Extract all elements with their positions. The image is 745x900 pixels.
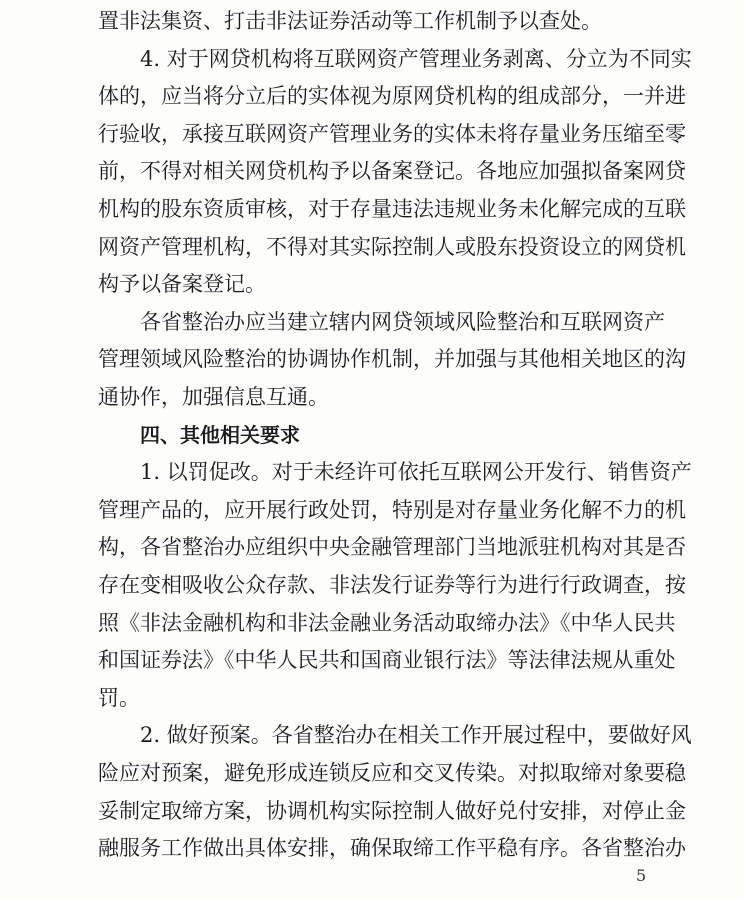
text-line-10: 管理领域风险整治的协调协作机制，并加强与其他相关地区的沟 — [98, 347, 686, 372]
text-line-16: 存在变相吸收公众存款、非法发行证券等行为进行行政调查，按 — [98, 573, 686, 597]
text-line-19: 罚。 — [98, 685, 140, 710]
text-line-1: 置非法集资、打击非法证券活动等工作机制予以查处。 — [98, 9, 602, 33]
text-line-4: 行验收，承接互联网资产管理业务的实体未将存量业务压缩至零 — [98, 121, 686, 146]
text-line-2: 4. 对于网贷机构将互联网资产管理业务剥离、分立为不同实 — [140, 46, 692, 71]
section-heading: 四、其他相关要求 — [140, 422, 300, 447]
text-line-15: 构，各省整治办应组织中央金融管理部门当地派驻机构对其是否 — [98, 535, 686, 560]
text-line-3: 体的，应当将分立后的实体视为原网贷机构的组成部分，一并进 — [98, 84, 686, 109]
text-line-5: 前，不得对相关网贷机构予以备案登记。各地应加强拟备案网贷 — [98, 159, 686, 184]
text-line-11: 通协作，加强信息互通。 — [98, 385, 329, 409]
text-line-13: 1. 以罚促改。对于未经许可依托互联网公开发行、销售资产 — [140, 460, 692, 485]
text-line-18: 和国证券法》《中华人民共和国商业银行法》等法律法规从重处 — [98, 648, 676, 673]
text-line-17: 照《非法金融机构和非法金融业务活动取缔办法》《中华人民共 — [98, 610, 676, 635]
text-line-23: 融服务工作做出具体安排，确保取缔工作平稳有序。各省整治办 — [98, 836, 686, 861]
page-number: 5 — [636, 866, 647, 885]
text-line-9: 各省整治办应当建立辖内网贷领域风险整治和互联网资产 — [140, 309, 665, 334]
text-line-6: 机构的股东资质审核，对于存量违法违规业务未化解完成的互联 — [98, 197, 686, 221]
text-line-7: 网资产管理机构，不得对其实际控制人或股东投资设立的网贷机 — [98, 234, 686, 259]
text-line-14: 管理产品的，应开展行政处罚，特别是对存量业务化解不力的机 — [98, 497, 686, 522]
text-line-20: 2. 做好预案。各省整治办在相关工作开展过程中，要做好风 — [140, 723, 692, 748]
text-line-8: 构予以备案登记。 — [98, 272, 266, 297]
text-line-22: 妥制定取缔方案，协调机构实际控制人做好兑付安排，对停止金 — [98, 798, 686, 823]
text-line-21: 险应对预案，避免形成连锁反应和交叉传染。对拟取缔对象要稳 — [98, 761, 686, 785]
